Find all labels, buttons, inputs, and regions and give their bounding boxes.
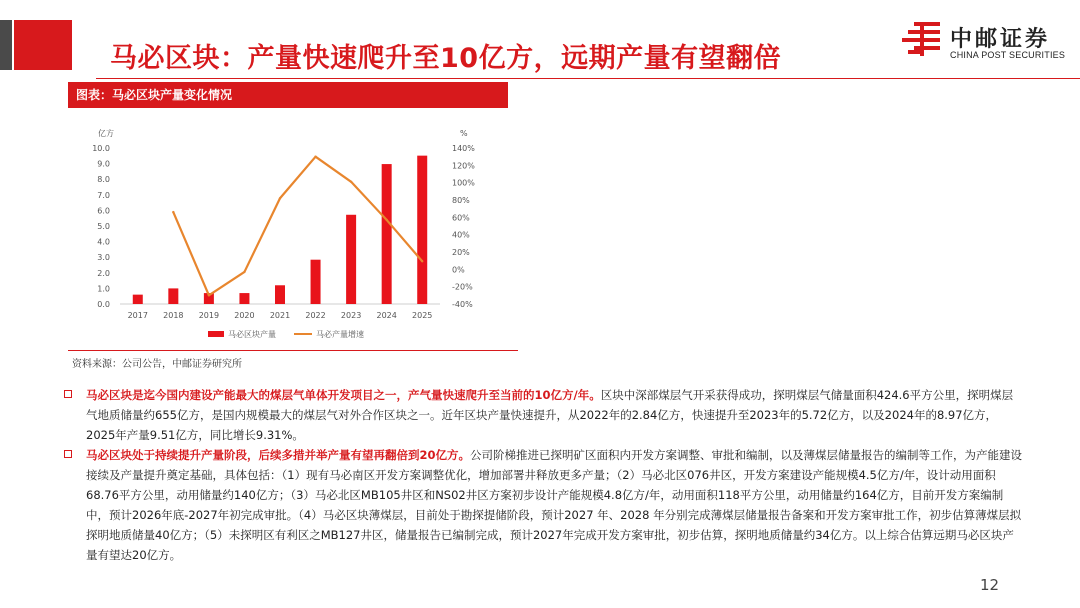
chart-header: 图表：马必区块产量变化情况 [68, 82, 508, 108]
growth-point [421, 260, 423, 262]
bullet-lead: 马必区块是迄今国内建设产能最大的煤层气单体开发项目之一，产气量快速爬升至当前的10亿方/年。 [86, 388, 601, 402]
x-tick-label: 2018 [163, 311, 184, 320]
bullet-item [64, 385, 1024, 445]
production-chart [68, 112, 508, 352]
bar [417, 156, 427, 304]
y-left-tick: 4.0 [97, 237, 110, 247]
bullet-text: 公司阶梯推进已探明矿区面积内开发方案调整、审批和编制，以及薄煤层储量报告的编制等工作，为产能建设接续及产量提升奠定基础，具体包括：（1）现有马必南区开发方案调整优化，增加部署井释放更多产量；（2）马必北区076井区，开发方案建设产能规模4.5亿方/年，设计动用面积68.76平方公里，动用储量约140亿方；（3）马必北区MB105井区和NS02井区方案初步设计产能规模4.8亿方/年，动用面积118平方公里，动用储量约164亿方，目前开发方案编制中，预计2026年底-2027年初完成审批。（4）马必区块薄煤层，目前处于勘探提储阶段，预计2027 年、2028 年分别完成薄煤层储量报告备案和开发方案审批工作，初步估算薄煤层拟探明地质储量40亿方；（5）未探明区有利区之MB127井区，储量报告已编制完成，预计2027年完成开发方案审批，初步估算，探明地质储量约34亿方。以上综合估算远期马必区块产量有望达20亿方。 [86, 448, 1022, 562]
y-right-unit: % [460, 129, 468, 138]
y-right-tick: 140% [452, 144, 475, 153]
growth-point [208, 294, 210, 296]
legend-label: 马必产量增速 [316, 330, 364, 339]
left-accent-bar-gray [0, 20, 12, 70]
legend-swatch-bar [208, 331, 224, 337]
title-divider [96, 78, 1080, 79]
china-post-logo-icon [900, 20, 944, 60]
y-left-tick: 9.0 [97, 159, 110, 169]
x-tick-label: 2019 [198, 311, 220, 320]
y-right-tick: 20% [452, 248, 470, 257]
y-left-tick: 6.0 [97, 206, 110, 216]
bullet-text: 区块中深部煤层气开采获得成功，探明煤层气储量面积424.6平方公里，探明煤层气地质储量约655亿方，是国内规模最大的煤层气对外合作区块之一。近年区块产量快速提升，从2022年的2.84亿方，快速提升至2023年的5.72亿方，以及2024年的8.97亿方，2025年产量9.51亿方，同比增长9.31%。 [86, 388, 1014, 442]
y-left-unit: 亿方 [98, 129, 114, 138]
y-left-tick: 3.0 [97, 253, 110, 263]
bar [275, 285, 285, 304]
y-left-tick: 8.0 [97, 175, 110, 185]
x-tick-label: 2025 [412, 311, 433, 320]
page-number: 12 [980, 576, 1000, 594]
x-tick-label: 2017 [127, 311, 148, 320]
bullet-square-icon [64, 390, 72, 398]
bar [346, 215, 356, 304]
logo-text-en: CHINA POST SECURITIES [950, 50, 1066, 60]
x-tick-label: 2023 [340, 311, 362, 320]
y-right-tick: -20% [452, 282, 473, 292]
growth-point [314, 155, 316, 157]
bar [239, 293, 249, 304]
chart-container [68, 82, 518, 354]
legend-label: 马必区块产量 [228, 330, 276, 339]
bullet-square-icon [64, 450, 72, 458]
y-right-tick: -40% [452, 300, 473, 309]
y-left-tick: 5.0 [97, 222, 110, 231]
page-title: 马必区块：产量快速爬升至10亿方，远期产量有望翻倍 [110, 43, 782, 74]
y-left-tick: 7.0 [97, 190, 110, 200]
bar [311, 260, 321, 304]
bullet-item [64, 445, 1024, 565]
growth-point [385, 219, 387, 221]
bar [133, 295, 143, 304]
y-left-tick: 1.0 [97, 284, 110, 294]
y-right-tick: 100% [452, 178, 475, 188]
y-left-tick: 0.0 [97, 300, 110, 309]
growth-point [243, 271, 245, 273]
x-tick-label: 2022 [305, 311, 326, 320]
growth-point [172, 211, 174, 213]
growth-point [350, 181, 352, 183]
y-right-tick: 40% [452, 230, 470, 240]
left-accent-bar-red [14, 20, 72, 70]
chart-source: 资料来源：公司公告，中邮证券研究所 [72, 359, 242, 370]
x-tick-label: 2020 [234, 311, 255, 320]
bar [168, 288, 178, 304]
bar [382, 164, 392, 304]
bullet-list [64, 385, 1024, 565]
x-tick-label: 2024 [376, 311, 397, 320]
y-right-tick: 80% [452, 196, 470, 205]
chart-divider [68, 350, 518, 351]
x-tick-label: 2021 [269, 311, 291, 320]
logo-text-cn: 中邮证券 [950, 27, 1051, 52]
bullet-lead: 马必区块处于持续提升产量阶段，后续多措并举产量有望再翻倍到20亿方。 [86, 448, 470, 462]
y-right-tick: 120% [452, 161, 475, 171]
company-logo [900, 20, 1070, 64]
growth-point [279, 197, 281, 199]
y-left-tick: 2.0 [97, 268, 110, 278]
y-right-tick: 60% [452, 213, 470, 223]
y-right-tick: 0% [452, 265, 465, 275]
y-left-tick: 10.0 [92, 144, 110, 153]
